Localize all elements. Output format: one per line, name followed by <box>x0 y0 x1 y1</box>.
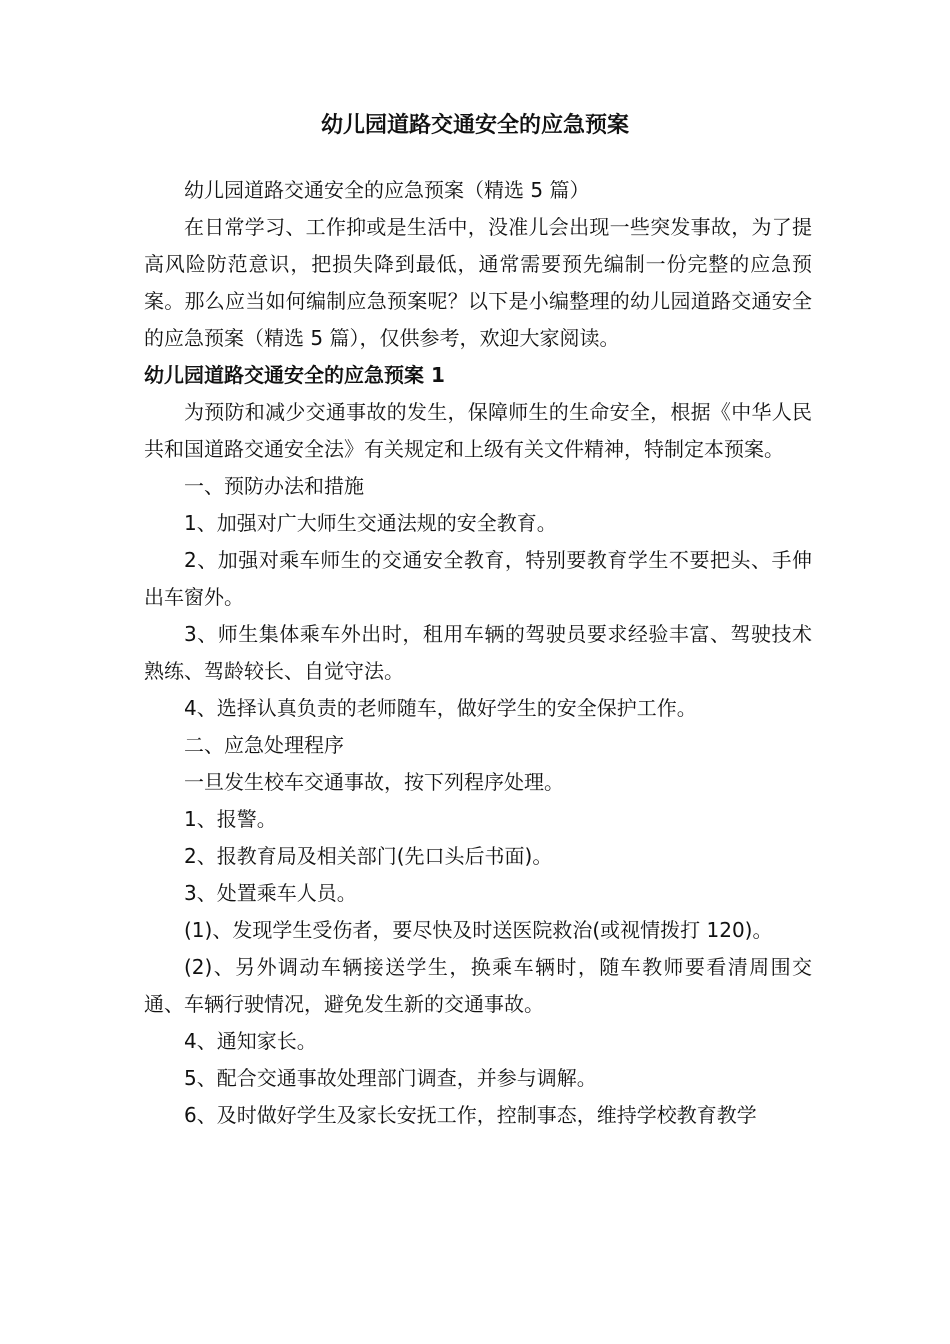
document-body <box>144 172 812 1134</box>
body-paragraph: (2)、另外调动车辆接送学生，换乘车辆时，随车教师要看清周围交通、车辆行驶情况，避免发生新的交通事故。 <box>144 955 812 1016</box>
body-paragraph: 2、报教育局及相关部门(先口头后书面)。 <box>184 844 553 868</box>
body-paragraph: 3、师生集体乘车外出时，租用车辆的驾驶员要求经验丰富、驾驶技术熟练、驾龄较长、自觉守法。 <box>144 622 812 683</box>
body-paragraph: 1、加强对广大师生交通法规的安全教育。 <box>184 511 557 535</box>
body-paragraph: 6、及时做好学生及家长安抚工作，控制事态，维持学校教育教学 <box>184 1103 757 1127</box>
body-paragraph: 一旦发生校车交通事故，按下列程序处理。 <box>184 770 564 794</box>
body-paragraph: 1、报警。 <box>184 807 277 831</box>
body-paragraph: 二、应急处理程序 <box>184 733 344 757</box>
body-paragraph: 4、选择认真负责的老师随车，做好学生的安全保护工作。 <box>184 696 697 720</box>
document-title: 幼儿园道路交通安全的应急预案 <box>320 113 629 138</box>
body-paragraph: 为预防和减少交通事故的发生，保障师生的生命安全，根据《中华人民共和国道路交通安全法》有关规定和上级有关文件精神，特制定本预案。 <box>144 400 812 461</box>
body-paragraph: 2、加强对乘车师生的交通安全教育，特别要教育学生不要把头、手伸出车窗外。 <box>144 548 812 609</box>
body-paragraph: 3、处置乘车人员。 <box>184 881 357 905</box>
section-heading: 幼儿园道路交通安全的应急预案 1 <box>144 363 445 387</box>
body-paragraph: (1)、发现学生受伤者，要尽快及时送医院救治(或视情拨打 120)。 <box>184 918 773 942</box>
intro-paragraph: 在日常学习、工作抑或是生活中，没准儿会出现一些突发事故，为了提高风险防范意识，把损失降到最低，通常需要预先编制一份完整的应急预案。那么应当如何编制应急预案呢？以下是小编整理的幼儿园道路交通安全的应急预案（精选 5 篇），仅供参考，欢迎大家阅读。 <box>144 215 812 350</box>
body-paragraph: 一、预防办法和措施 <box>184 474 364 498</box>
subtitle-paragraph: 幼儿园道路交通安全的应急预案（精选 5 篇） <box>184 178 590 202</box>
body-paragraph: 4、通知家长。 <box>184 1029 317 1053</box>
body-paragraph: 5、配合交通事故处理部门调查，并参与调解。 <box>184 1066 597 1090</box>
